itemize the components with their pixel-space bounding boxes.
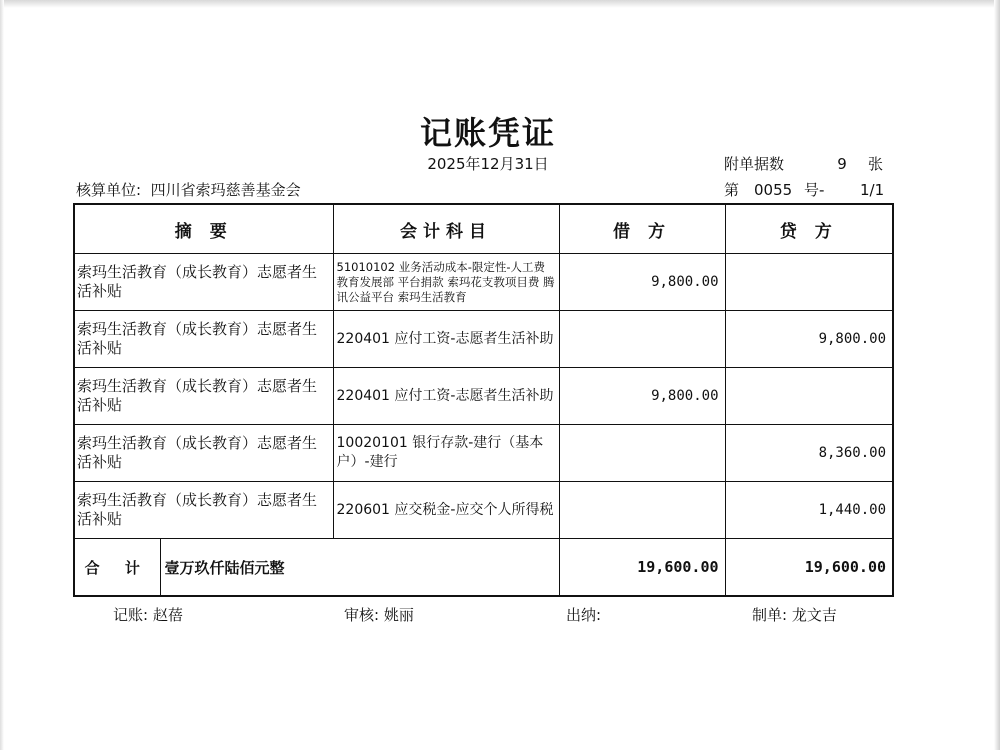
row-credit: 9,800.00	[725, 311, 893, 368]
voucher-date: 2025年12月31日	[427, 155, 549, 173]
accounting-unit	[76, 179, 301, 200]
preparer-name: 龙文吉	[791, 606, 837, 624]
table-header-row	[74, 204, 893, 254]
preparer	[752, 604, 837, 625]
row-credit: 1,440.00	[725, 482, 893, 539]
voucher-table	[73, 203, 894, 597]
voucher-title: 记账凭证	[419, 114, 556, 152]
voucher-no-value: 0055	[754, 181, 793, 199]
header-summary: 摘 要	[74, 204, 333, 254]
attachment-count: 9	[837, 155, 847, 173]
voucher-no-suffix: 号-	[804, 181, 825, 199]
voucher-no-prefix: 第	[724, 181, 740, 199]
voucher-page: 1/1	[860, 181, 885, 199]
row-credit	[725, 254, 893, 311]
bookkeeper-name: 赵蓓	[152, 606, 183, 624]
header-debit: 借 方	[559, 204, 725, 254]
total-label: 合 计	[74, 539, 160, 597]
reviewer	[344, 604, 414, 625]
preparer-label: 制单:	[752, 606, 788, 624]
cashier	[566, 604, 606, 625]
total-row	[74, 539, 893, 597]
row-summary: 索玛生活教育（成长教育）志愿者生活补贴	[74, 311, 333, 368]
row-debit: 9,800.00	[559, 368, 725, 425]
cashier-label: 出纳:	[566, 606, 602, 624]
row-debit	[559, 311, 725, 368]
row-account: 10020101 银行存款-建行（基本户）-建行	[333, 425, 559, 482]
header-account: 会计科目	[333, 204, 559, 254]
row-summary: 索玛生活教育（成长教育）志愿者生活补贴	[74, 368, 333, 425]
attachment-info	[724, 153, 883, 174]
row-account: 220401 应付工资-志愿者生活补助	[333, 368, 559, 425]
voucher-number	[724, 179, 884, 200]
bookkeeper-label: 记账:	[113, 606, 149, 624]
row-account: 220601 应交税金-应交个人所得税	[333, 482, 559, 539]
unit-name: 四川省索玛慈善基金会	[150, 181, 301, 199]
table-row	[74, 425, 893, 482]
row-account: 220401 应付工资-志愿者生活补助	[333, 311, 559, 368]
attachment-unit: 张	[868, 155, 884, 173]
total-debit: 19,600.00	[559, 539, 725, 597]
row-summary: 索玛生活教育（成长教育）志愿者生活补贴	[74, 482, 333, 539]
header-credit: 贷 方	[725, 204, 893, 254]
total-credit: 19,600.00	[725, 539, 893, 597]
reviewer-label: 审核:	[344, 606, 380, 624]
row-credit	[725, 368, 893, 425]
table-row	[74, 482, 893, 539]
table-row	[74, 368, 893, 425]
row-summary: 索玛生活教育（成长教育）志愿者生活补贴	[74, 254, 333, 311]
row-credit: 8,360.00	[725, 425, 893, 482]
row-debit	[559, 482, 725, 539]
table-row	[74, 254, 893, 311]
bookkeeper	[113, 604, 183, 625]
total-amount-words: 壹万玖仟陆佰元整	[160, 539, 559, 597]
reviewer-name: 姚丽	[383, 606, 414, 624]
row-account: 51010102 业务活动成本-限定性-人工费 教育发展部 平台捐款 索玛花支教项目费 腾讯公益平台 索玛生活教育	[333, 254, 559, 311]
row-summary: 索玛生活教育（成长教育）志愿者生活补贴	[74, 425, 333, 482]
attachment-label: 附单据数	[724, 155, 785, 173]
table-row	[74, 311, 893, 368]
row-debit	[559, 425, 725, 482]
page-edge-top	[0, 0, 1000, 8]
page-edge-right	[994, 0, 1000, 750]
row-debit: 9,800.00	[559, 254, 725, 311]
unit-label: 核算单位:	[76, 181, 142, 199]
